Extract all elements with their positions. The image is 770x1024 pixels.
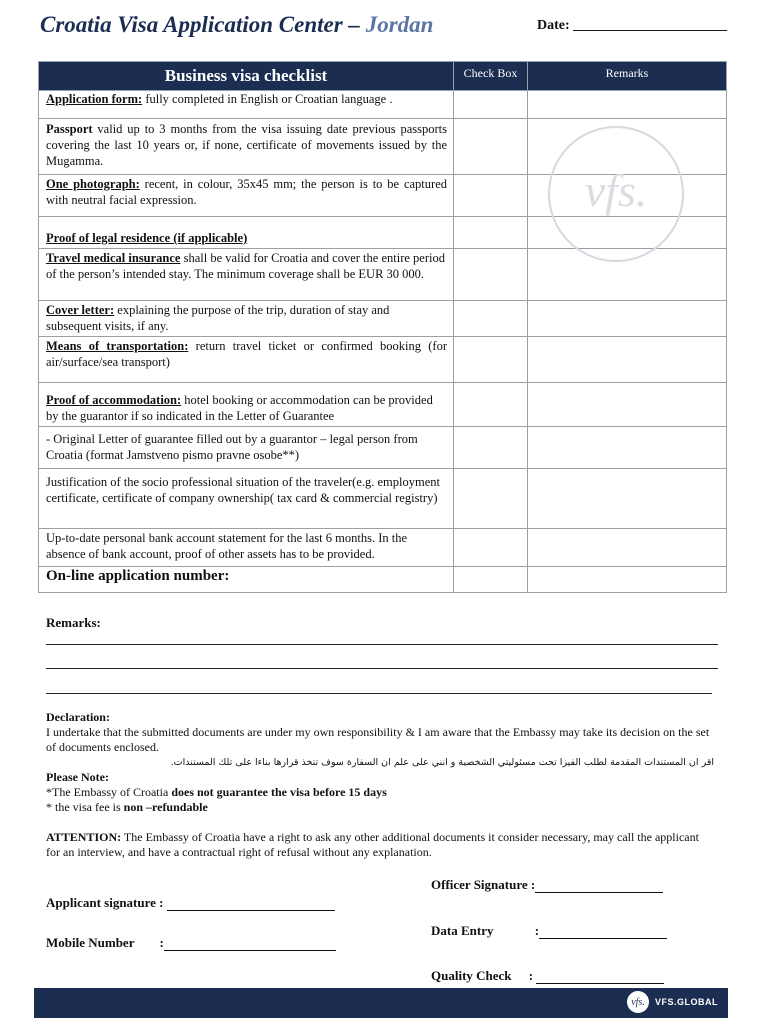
remarks-cell[interactable] <box>528 91 727 119</box>
vfs-watermark: vfs. <box>548 126 684 262</box>
row-text: Justification of the socio professional situation of the traveler(e.g. employment certificate, certificate of company ownership( tax card & commercial registry) <box>46 475 440 505</box>
vfs-global-logo <box>627 991 718 1013</box>
note-fee: non –refundable <box>123 800 208 814</box>
table-row <box>39 469 727 529</box>
title-main: Croatia Visa Application Center – <box>40 12 366 37</box>
remarks-cell[interactable] <box>528 301 727 337</box>
note-heading: Please Note: <box>46 770 109 784</box>
table-row <box>39 217 727 249</box>
row-text: explaining the purpose of the trip, duration of stay and subsequent visits, if any. <box>46 303 390 333</box>
row-text: hotel booking or accommodation can be provided by the guarantor if so indicated in the Letter of Guarantee <box>46 393 433 423</box>
applicant-signature[interactable]: Applicant signature : <box>46 895 335 911</box>
row-text: valid up to 3 months from the visa issuing date previous passports covering the last 10 years or, if none, certificate of movements issued by the Mugamma. <box>46 122 447 168</box>
row-text: return travel ticket or confirmed booking (for air/surface/sea transport) <box>46 339 447 369</box>
check-box-cell[interactable] <box>454 337 528 383</box>
row-text: recent, in colour, 35x45 mm; the person is to be captured with neutral facial expression. <box>46 177 447 207</box>
remarks-line[interactable] <box>46 644 718 645</box>
quality-check-line[interactable] <box>536 983 664 984</box>
declaration-heading: Declaration: <box>46 710 110 724</box>
vfs-logo-icon: vfs. <box>627 991 649 1013</box>
row-lead: One photograph: <box>46 177 140 191</box>
remarks-label: Remarks: <box>46 615 101 630</box>
check-box-cell[interactable] <box>454 249 528 301</box>
remarks-line[interactable] <box>46 693 712 694</box>
table-row <box>39 427 727 469</box>
row-lead: Proof of accommodation: <box>46 393 182 407</box>
row-lead: Application form: <box>46 92 143 106</box>
remarks-line[interactable] <box>46 668 718 669</box>
header-checklist: Business visa checklist <box>39 62 454 91</box>
row-text: fully completed in English or Croatian language . <box>142 92 393 106</box>
vfs-logo-text: VFS.GLOBAL <box>655 997 718 1007</box>
officer-signature-line[interactable] <box>535 892 663 893</box>
table-row <box>39 337 727 383</box>
remarks-cell[interactable] <box>528 469 727 529</box>
check-box-cell[interactable] <box>454 427 528 469</box>
checklist-table <box>38 61 727 593</box>
table-row <box>39 91 727 119</box>
row-text: Up-to-date personal bank account statement for the last 6 months. In the absence of bank account, proof of other assets has to be provided. <box>46 531 408 561</box>
data-entry[interactable]: Data Entry : <box>431 923 667 939</box>
check-box-cell[interactable] <box>454 529 528 567</box>
check-box-cell[interactable] <box>454 469 528 529</box>
remarks-cell[interactable] <box>528 567 727 593</box>
mobile-number[interactable]: Mobile Number : <box>46 935 336 951</box>
check-box-cell[interactable] <box>454 119 528 175</box>
check-box-cell[interactable] <box>454 91 528 119</box>
declaration-arabic: اقر ان المستندات المقدمة لطلب الفيزا تحت مسئوليتي الشخصية و انني على علم ان السفارة سوف تتخذ قرارها بناءا على تلك المستندات. <box>170 757 714 768</box>
check-box-cell[interactable] <box>454 175 528 217</box>
officer-signature[interactable]: Officer Signature : <box>431 877 663 893</box>
remarks-cell[interactable] <box>528 217 727 249</box>
header-remarks: Remarks <box>528 62 727 91</box>
header-check-box: Check Box <box>454 62 528 91</box>
check-box-cell[interactable] <box>454 383 528 427</box>
online-application-label: On-line application number: <box>39 567 454 593</box>
table-row <box>39 383 727 427</box>
footer-bar <box>34 988 728 1018</box>
date-field[interactable]: Date: ______________________ <box>537 18 728 33</box>
row-lead: Cover letter: <box>46 303 115 317</box>
mobile-number-line[interactable] <box>164 950 336 951</box>
note-guarantee: does not guarantee the visa before 15 days <box>171 785 387 799</box>
title-accent: Jordan <box>365 12 434 37</box>
remarks-cell[interactable] <box>528 427 727 469</box>
table-row <box>39 529 727 567</box>
remarks-cell[interactable] <box>528 175 727 217</box>
table-row <box>39 567 727 593</box>
data-entry-line[interactable] <box>539 938 667 939</box>
quality-check[interactable]: Quality Check : <box>431 968 664 984</box>
please-note: Please Note: *The Embassy of Croatia does not guarantee the visa before 15 days * the visa fee is non –refundable <box>46 770 714 815</box>
applicant-signature-line[interactable] <box>167 910 335 911</box>
table-row <box>39 175 727 217</box>
remarks-cell[interactable] <box>528 119 727 175</box>
declaration-text: I undertake that the submitted documents are under my own responsibility & I am aware that the Embassy may take its decision on the set of documents enclosed. <box>46 725 710 754</box>
check-box-cell[interactable] <box>454 301 528 337</box>
row-lead: Means of transportation: <box>46 339 189 353</box>
row-text: shall be valid for Croatia and cover the entire period of the person’s intended stay. The minimum coverage shall be EUR 30 000. <box>46 251 445 281</box>
attention-heading: ATTENTION: <box>46 830 122 844</box>
remarks-cell[interactable] <box>528 529 727 567</box>
remarks-cell[interactable] <box>528 383 727 427</box>
table-row <box>39 301 727 337</box>
check-box-cell[interactable] <box>454 217 528 249</box>
check-box-cell[interactable] <box>454 567 528 593</box>
remarks-cell[interactable] <box>528 249 727 301</box>
remarks-cell[interactable] <box>528 337 727 383</box>
row-lead: Travel medical insurance <box>46 251 181 265</box>
row-lead: Passport <box>46 122 93 136</box>
table-row <box>39 119 727 175</box>
row-text: - Original Letter of guarantee filled out by a guarantor – legal person from Croatia (format Jamstveno pismo pravne osobe**) <box>46 432 418 462</box>
table-row <box>39 249 727 301</box>
page-title <box>40 12 433 38</box>
attention <box>46 830 714 860</box>
declaration <box>46 710 714 770</box>
attention-text: The Embassy of Croatia have a right to ask any other additional documents it consider necessary, may call the applicant for an interview, and have a contractual right of refusal without any explanation. <box>46 830 699 859</box>
row-lead: Proof of legal residence (if applicable) <box>46 231 248 245</box>
